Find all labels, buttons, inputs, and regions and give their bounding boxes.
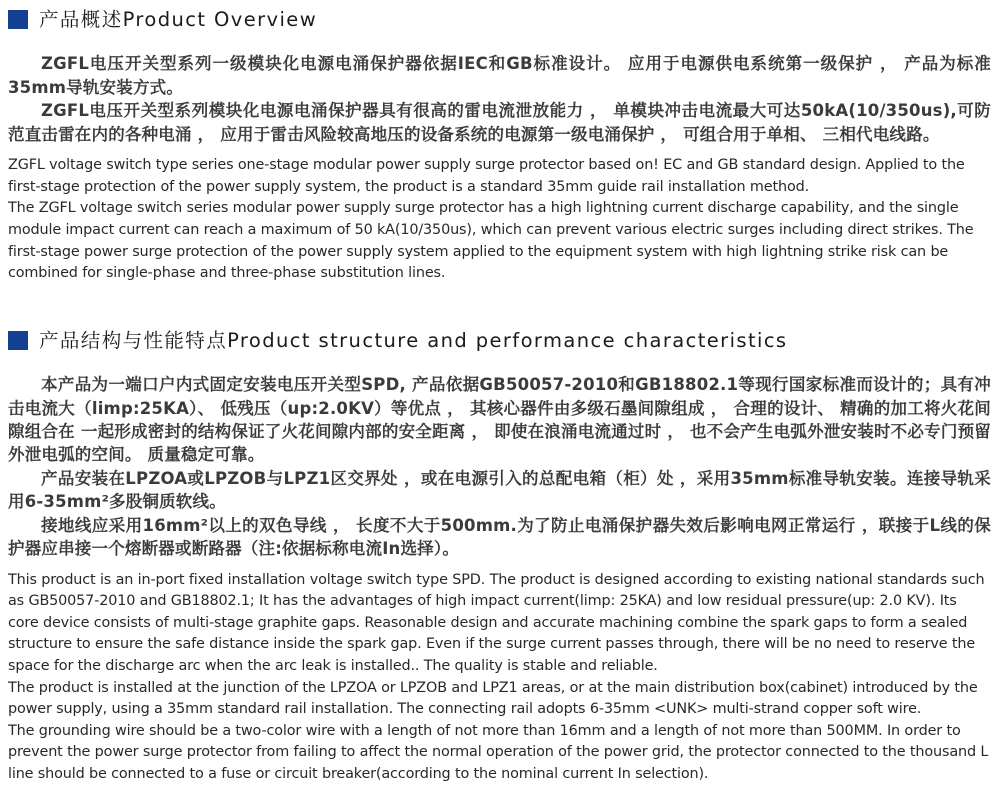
english-text-block xyxy=(8,570,991,786)
paragraph-en: ZGFL voltage switch type series one-stage modular power supply surge protector based on! EC and GB standard design. Applied to the first-stage protection of the power supply system, the product is a standard 35mm guide rail installation method. xyxy=(8,157,965,195)
section-structure-performance xyxy=(8,329,991,786)
section-heading-product-overview xyxy=(8,8,991,31)
paragraph-zh: ZGFL电压开关型系列模块化电源电涌保护器具有很高的雷电流泄放能力 ， 单模块冲击电流最大可达50kA(10/350us),可防范直击雷在内的各种电涌 ， 应用于雷击风险较高地压的设备系统的电源第一级电涌保护 ， 可组合用于单相、 三相代电线路。 xyxy=(8,101,991,144)
section-heading-text: 产品结构与性能特点Product structure and performance characteristics xyxy=(39,328,788,352)
paragraph-en: The ZGFL voltage switch series modular power supply surge protector has a high lightning current discharge capability, and the single module impact current can reach a maximum of 50 kA(10/350us), which can prevent various electric surges including direct strikes. The first-stage power surge protection of the power supply system applied to the equipment system with high lightning strike risk can be combined for single-phase and three-phase substitution lines. xyxy=(8,200,974,282)
section-product-overview xyxy=(8,8,991,285)
paragraph-en: The product is installed at the junction of the LPZOA or LPZOB and LPZ1 areas, or at the main distribution box(cabinet) introduced by the power supply, using a 35mm standard rail installation. The connecting rail adopts 6-35mm <UNK> multi-strand copper soft wire. xyxy=(8,679,978,718)
paragraph-en: The grounding wire should be a two-color wire with a length of not more than 16mm and a length of not more than 500MM. In order to prevent the power surge protector from failing to affect the normal operation of the power grid, the protector connected to the thousand L line should be connected to a fuse or circuit breaker(according to the nominal current In selection). xyxy=(8,722,989,782)
section-heading-text: 产品概述Product Overview xyxy=(39,8,318,31)
blue-square-icon xyxy=(8,10,28,29)
chinese-text-block xyxy=(8,373,991,560)
paragraph-zh: 接地线应采用16mm²以上的双色导线 ， 长度不大于500mm.为了防止电涌保护器失效后影响电网正常运行 ，联接于L线的保护器应串接一个熔断器或断路器（注:依据标称电流In选择）。 xyxy=(8,515,991,559)
paragraph-zh: ZGFL电压开关型系列一级模块化电源电涌保护器依据IEC和GB标准设计。 应用于电源供电系统第一级保护 ， 产品为标准35mm导轨安装方式。 xyxy=(8,54,991,97)
blue-square-icon xyxy=(8,331,28,350)
chinese-text-block xyxy=(8,52,991,146)
section-heading-structure-performance xyxy=(8,329,991,352)
paragraph-en: This product is an in-port fixed installation voltage switch type SPD. The product is designed according to existing national standards such as GB50057-2010 and GB18802.1; It has the advantages of high impact current(limp: 25KA) and low residual pressure(up: 2.0 KV). Its core device consists of multi-stage graphite gaps. Reasonable design and accurate machining combine the spark gaps to form a sealed structure to ensure the safe distance inside the spark gap. Even if the surge current passes through, there will be no need to reserve the space for the discharge arc when the arc leak is installed.. The quality is stable and reliable. xyxy=(8,571,985,674)
paragraph-zh: 产品安装在LPZOA或LPZOB与LPZ1区交界处 ，或在电源引入的总配电箱（柜）处 ，采用35mm标准导轨安装。连接导轨采用6-35mm²多股铜质软线。 xyxy=(8,468,991,512)
english-text-block xyxy=(8,155,991,285)
paragraph-zh: 本产品为一端口户内式固定安装电压开关型SPD, 产品依据GB50057-2010和GB18802.1等现行国家标准而设计的；具有冲击电流大（limp:25KA）、 低残压（up:2.0KV）等优点 ， 其核心器件由多级石墨间隙组成 ， 合理的设计、 精确的加工将火花间隙组合在 一起形成密封的结构保证了火花间隙内部的安全距离 ， 即使在浪涌电流通过时 ， 也不会产生电弧外泄安装时不必专门预留外泄电弧的空间。 质量稳定可靠。 xyxy=(8,375,991,465)
